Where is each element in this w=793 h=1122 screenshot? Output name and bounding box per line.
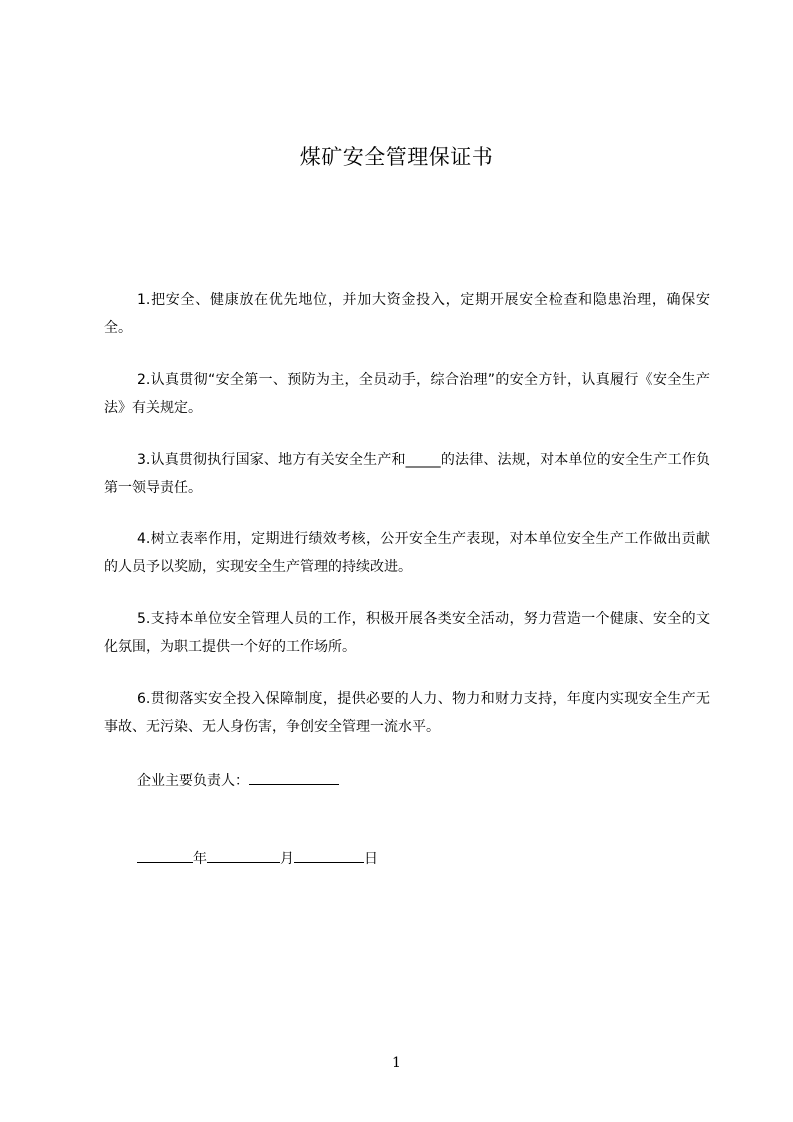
page-number: 1 [392,1055,401,1071]
clause-1: 1.把安全、健康放在优先地位，并加大资金投入，定期开展安全检查和隐患治理，确保安全。 [104,292,710,336]
date-line [137,845,378,873]
document-title: 煤矿安全管理保证书 [299,145,494,169]
day-label: 日 [364,851,378,867]
year-label: 年 [193,851,207,867]
clause-6: 6.贯彻落实安全投入保障制度，提供必要的人力、物力和财力支持，年度内实现安全生产无事故、无污染、无人身伤害，争创安全管理一流水平。 [104,691,710,735]
signer-label: 企业主要负责人： [137,773,249,789]
clause-4: 4.树立表率作用，定期进行绩效考核，公开安全生产表现，对本单位安全生产工作做出贡献的人员予以奖励，实现安全生产管理的持续改进。 [104,531,710,575]
day-blank[interactable] [294,845,364,863]
clause-2: 2.认真贯彻“安全第一、预防为主，全员动手，综合治理”的安全方针，认真履行《安全生产法》有关规定。 [104,372,710,416]
signer-blank[interactable] [249,767,339,785]
clause-5: 5.支持本单位安全管理人员的工作，积极开展各类安全活动，努力营造一个健康、安全的文化氛围，为职工提供一个好的工作场所。 [104,611,710,655]
clause-3: 3.认真贯彻执行国家、地方有关安全生产和_____的法律、法规，对本单位的安全生产工作负第一领导责任。 [104,452,710,496]
month-label: 月 [280,851,294,867]
month-blank[interactable] [207,845,280,863]
signer-line [137,767,339,795]
year-blank[interactable] [137,845,193,863]
